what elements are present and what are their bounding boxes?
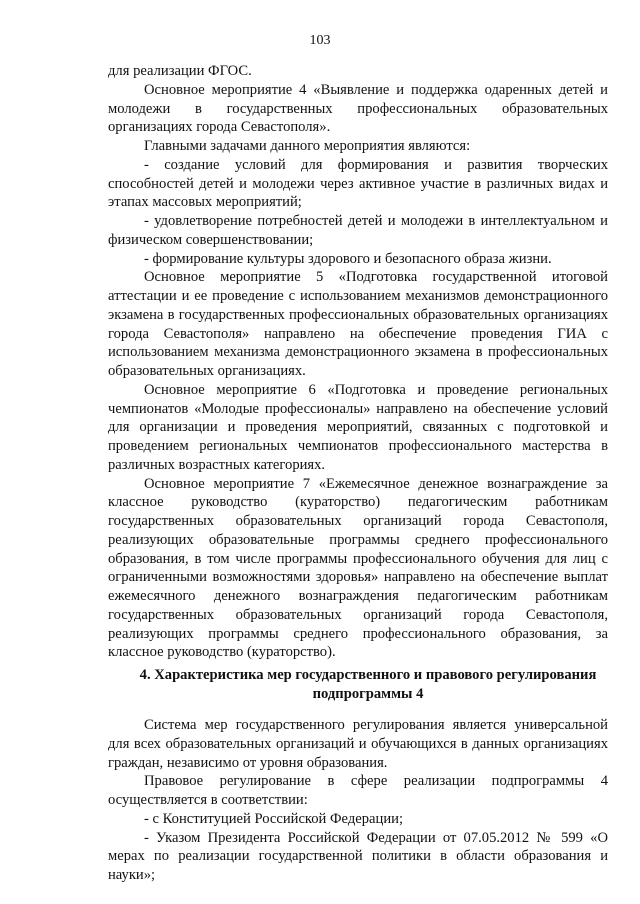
paragraph: Основное мероприятие 5 «Подготовка государственной итоговой аттестации и ее проведение с использованием механизмов демонстрационного экзамена в государственных профессиональных образовательных организациях города Севастополя» направлено на обеспечение проведения ГИА с использованием механизма демонстрационного экзамена в профессиональных образовательных организациях.	[108, 269, 608, 379]
section-body-lower	[108, 716, 608, 885]
paragraph: - создание условий для формирования и развития творческих способностей детей и молодежи через активное участие в различных видах и этапах массовых мероприятий;	[108, 156, 608, 211]
paragraph: для реализации ФГОС.	[108, 63, 252, 79]
paragraph: Главными задачами данного мероприятия являются:	[144, 138, 471, 154]
section-heading: 4. Характеристика мер государственного и правового регулирования подпрограммы 4	[139, 667, 597, 702]
paragraph: Основное мероприятие 6 «Подготовка и проведение региональных чемпионатов «Молодые профессионалы» направлено на обеспечение условий для организации и проведения мероприятий, связанных с подготовкой и проведением региональных чемпионатов профессионального мастерства в различных возрастных категориях.	[108, 381, 608, 473]
paragraph: Основное мероприятие 4 «Выявление и поддержка одаренных детей и молодежи в государственных профессиональных образовательных организациях города Севастополя».	[108, 81, 608, 136]
paragraph: - удовлетворение потребностей детей и молодежи в интеллектуальном и физическом совершенствовании;	[108, 213, 608, 248]
paragraph: Система мер государственного регулирования является универсальной для всех образовательных организаций и обучающихся в данных организациях граждан, независимо от уровня образования.	[108, 717, 608, 771]
paragraph: Правовое регулирование в сфере реализации подпрограммы 4 осуществляется в соответствии:	[108, 773, 608, 808]
paragraph: - с Конституцией Российской Федерации;	[144, 810, 403, 827]
paragraph: - формирование культуры здорового и безопасного образа жизни.	[144, 250, 552, 267]
paragraph: Основное мероприятие 7 «Ежемесячное денежное вознаграждение за классное руководство (кураторство) педагогическим работникам государственных образовательных организаций города Севастополя, реализующих образовательные программы среднего профессионального образования, в том числе программы профессионального обучения для лиц с ограниченными возможностями здоровья» направлено на обеспечение выплат ежемесячного денежного вознаграждения педагогическим работникам государственных образовательных организаций города Севастополя, реализующих программы среднего профессионального образования, за классное руководство (кураторство).	[108, 475, 608, 661]
paragraph: - Указом Президента Российской Федерации от 07.05.2012 № 599 «О мерах по реализации государственной политики в области образования и науки»;	[108, 829, 608, 883]
page-number: 103	[309, 33, 331, 48]
section-body-upper	[108, 62, 608, 662]
